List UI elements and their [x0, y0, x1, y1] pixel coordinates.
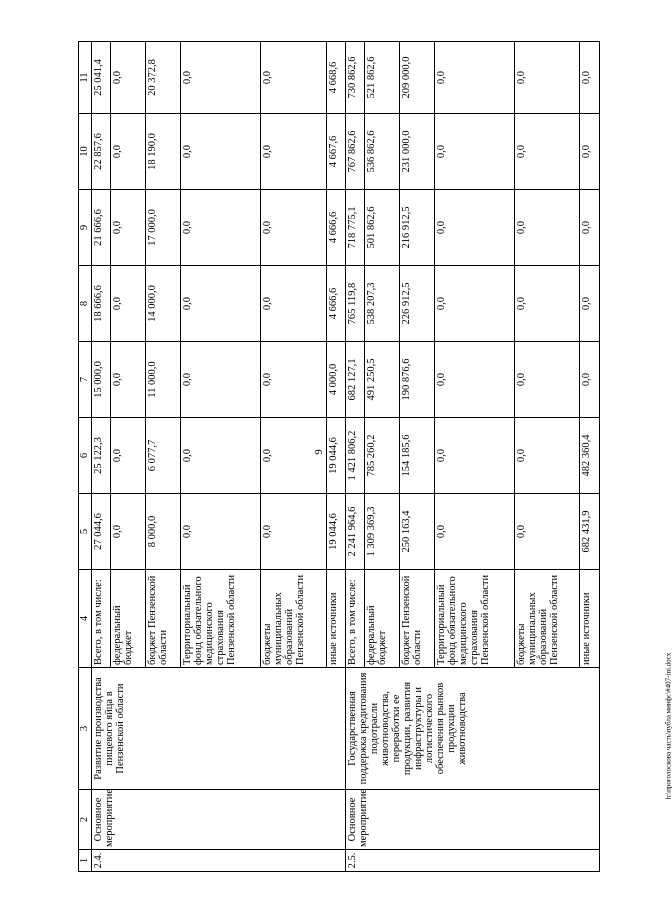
amount-cell: 19 044,6 — [326, 494, 345, 570]
amount-cell: 4 666,6 — [326, 266, 345, 342]
amount-cell: 730 862,6 — [345, 42, 364, 114]
amount-cell: 0,0 — [180, 342, 261, 418]
amount-cell: 0,0 — [180, 418, 261, 494]
amount-cell: 0,0 — [261, 494, 326, 570]
amount-cell: 0,0 — [515, 418, 580, 494]
amount-cell: 0,0 — [515, 494, 580, 570]
amount-cell: 0,0 — [434, 266, 515, 342]
amount-cell: 538 207,3 — [365, 266, 400, 342]
amount-cell: 0,0 — [580, 342, 600, 418]
amount-cell: 0,0 — [261, 190, 326, 266]
amount-cell: 0,0 — [111, 266, 146, 342]
amount-cell: 8 000,0 — [146, 494, 181, 570]
amount-cell: 0,0 — [580, 266, 600, 342]
funding-source: Территориальный фонд обязательного медицинского страхования Пензенской области — [434, 570, 515, 668]
amount-cell: 0,0 — [515, 190, 580, 266]
amount-cell: 0,0 — [261, 342, 326, 418]
amount-cell: 482 360,4 — [580, 418, 600, 494]
amount-cell: 14 000,0 — [146, 266, 181, 342]
amount-cell: 0,0 — [434, 42, 515, 114]
amount-cell: 0,0 — [261, 418, 326, 494]
amount-cell: 0,0 — [434, 494, 515, 570]
amount-cell: 682 127,1 — [345, 342, 364, 418]
amount-cell: 2 241 964,6 — [345, 494, 364, 570]
amount-cell: 0,0 — [261, 42, 326, 114]
header-cell: 11 — [79, 42, 92, 114]
header-cell: 3 — [79, 668, 92, 790]
amount-cell: 536 862,6 — [365, 114, 400, 190]
amount-cell: 6 077,7 — [146, 418, 181, 494]
amount-cell: 0,0 — [111, 342, 146, 418]
amount-cell: 718 775,1 — [345, 190, 364, 266]
funding-source: федеральный бюджет — [365, 570, 400, 668]
amount-cell: 226 912,5 — [400, 266, 435, 342]
amount-cell: 0,0 — [580, 42, 600, 114]
header-cell: 6 — [79, 418, 92, 494]
amount-cell: 250 163,4 — [400, 494, 435, 570]
amount-cell: 216 912,5 — [400, 190, 435, 266]
amount-cell: 521 862,6 — [365, 42, 400, 114]
amount-cell: 19 044,6 — [326, 418, 345, 494]
amount-cell: 0,0 — [434, 114, 515, 190]
amount-cell: 491 250,5 — [365, 342, 400, 418]
funding-source: бюджеты муниципальных образований Пензенской области — [261, 570, 326, 668]
amount-cell: 0,0 — [580, 190, 600, 266]
funding-source: Всего, в том числе: — [92, 570, 111, 668]
amount-cell: 785 260,2 — [365, 418, 400, 494]
header-cell: 8 — [79, 266, 92, 342]
amount-cell: 682 431,9 — [580, 494, 600, 570]
header-cell: 5 — [79, 494, 92, 570]
header-cell: 7 — [79, 342, 92, 418]
header-cell: 1 — [79, 850, 92, 872]
amount-cell: 4 666,6 — [326, 190, 345, 266]
activity-type: Основное мероприятие — [345, 790, 599, 850]
amount-cell: 22 857,6 — [92, 114, 111, 190]
amount-cell: 0,0 — [580, 114, 600, 190]
amount-cell: 501 862,6 — [365, 190, 400, 266]
rotated-table-container — [78, 42, 600, 872]
amount-cell: 4 668,6 — [326, 42, 345, 114]
amount-cell: 765 119,8 — [345, 266, 364, 342]
funding-source: бюджет Пензенской области — [400, 570, 435, 668]
amount-cell: 20 372,8 — [146, 42, 181, 114]
header-cell: 4 — [79, 570, 92, 668]
amount-cell: 4 667,6 — [326, 114, 345, 190]
amount-cell: 27 044,6 — [92, 494, 111, 570]
table-row — [345, 42, 364, 872]
amount-cell: 0,0 — [180, 494, 261, 570]
budget-table — [78, 41, 600, 872]
amount-cell: 0,0 — [515, 114, 580, 190]
amount-cell: 0,0 — [180, 266, 261, 342]
activity-name: Государственная поддержка кредитования подотрасли животноводства, переработки ее продукции, развития инфраструктуры и логистического обеспечения рынков продукции животноводства — [345, 668, 599, 790]
activity-type: Основное мероприятие — [92, 790, 346, 850]
amount-cell: 11 000,0 — [146, 342, 181, 418]
amount-cell: 0,0 — [111, 114, 146, 190]
amount-cell: 21 666,6 — [92, 190, 111, 266]
amount-cell: 25 041,4 — [92, 42, 111, 114]
header-cell: 9 — [79, 190, 92, 266]
amount-cell: 0,0 — [261, 114, 326, 190]
funding-source: бюджеты муниципальных образований Пензенской области — [515, 570, 580, 668]
amount-cell: 0,0 — [111, 190, 146, 266]
amount-cell: 0,0 — [434, 342, 515, 418]
amount-cell: 0,0 — [434, 190, 515, 266]
amount-cell: 25 122,3 — [92, 418, 111, 494]
amount-cell: 0,0 — [180, 42, 261, 114]
activity-number: 2.5. — [345, 850, 599, 872]
amount-cell: 18 190,0 — [146, 114, 181, 190]
amount-cell: 0,0 — [261, 266, 326, 342]
amount-cell: 15 000,0 — [92, 342, 111, 418]
amount-cell: 0,0 — [434, 418, 515, 494]
amount-cell: 231 000,0 — [400, 114, 435, 190]
amount-cell: 1 309 369,3 — [365, 494, 400, 570]
funding-source: бюджет Пензенской области — [146, 570, 181, 668]
amount-cell: 4 000,0 — [326, 342, 345, 418]
amount-cell: 0,0 — [515, 42, 580, 114]
page-number: 9 — [312, 449, 325, 455]
amount-cell: 0,0 — [111, 418, 146, 494]
amount-cell: 209 000,0 — [400, 42, 435, 114]
table-row — [92, 42, 111, 872]
activity-name: Развитие производства пищевого яйца в Пензенской области — [92, 668, 346, 790]
amount-cell: 190 876,6 — [400, 342, 435, 418]
amount-cell: 0,0 — [111, 494, 146, 570]
amount-cell: 0,0 — [180, 190, 261, 266]
amount-cell: 1 421 806,2 — [345, 418, 364, 494]
header-row — [79, 42, 92, 872]
header-cell: 10 — [79, 114, 92, 190]
funding-source: Территориальный фонд обязательного медицинского страхования Пензенской области — [180, 570, 261, 668]
amount-cell: 18 666,6 — [92, 266, 111, 342]
header-cell: 2 — [79, 790, 92, 850]
amount-cell: 154 185,6 — [400, 418, 435, 494]
funding-source: иные источники — [326, 570, 345, 668]
amount-cell: 17 000,0 — [146, 190, 181, 266]
amount-cell: 0,0 — [515, 342, 580, 418]
funding-source: федеральный бюджет — [111, 570, 146, 668]
activity-number: 2.4. — [92, 850, 346, 872]
amount-cell: 0,0 — [111, 42, 146, 114]
amount-cell: 767 862,6 — [345, 114, 364, 190]
funding-source: Всего, в том числе: — [345, 570, 364, 668]
amount-cell: 0,0 — [180, 114, 261, 190]
funding-source: иные источники — [580, 570, 600, 668]
amount-cell: 0,0 — [515, 266, 580, 342]
footer-file-path: h:\проголоскова часть\публа минфс\#407-ini.docx — [664, 652, 672, 800]
